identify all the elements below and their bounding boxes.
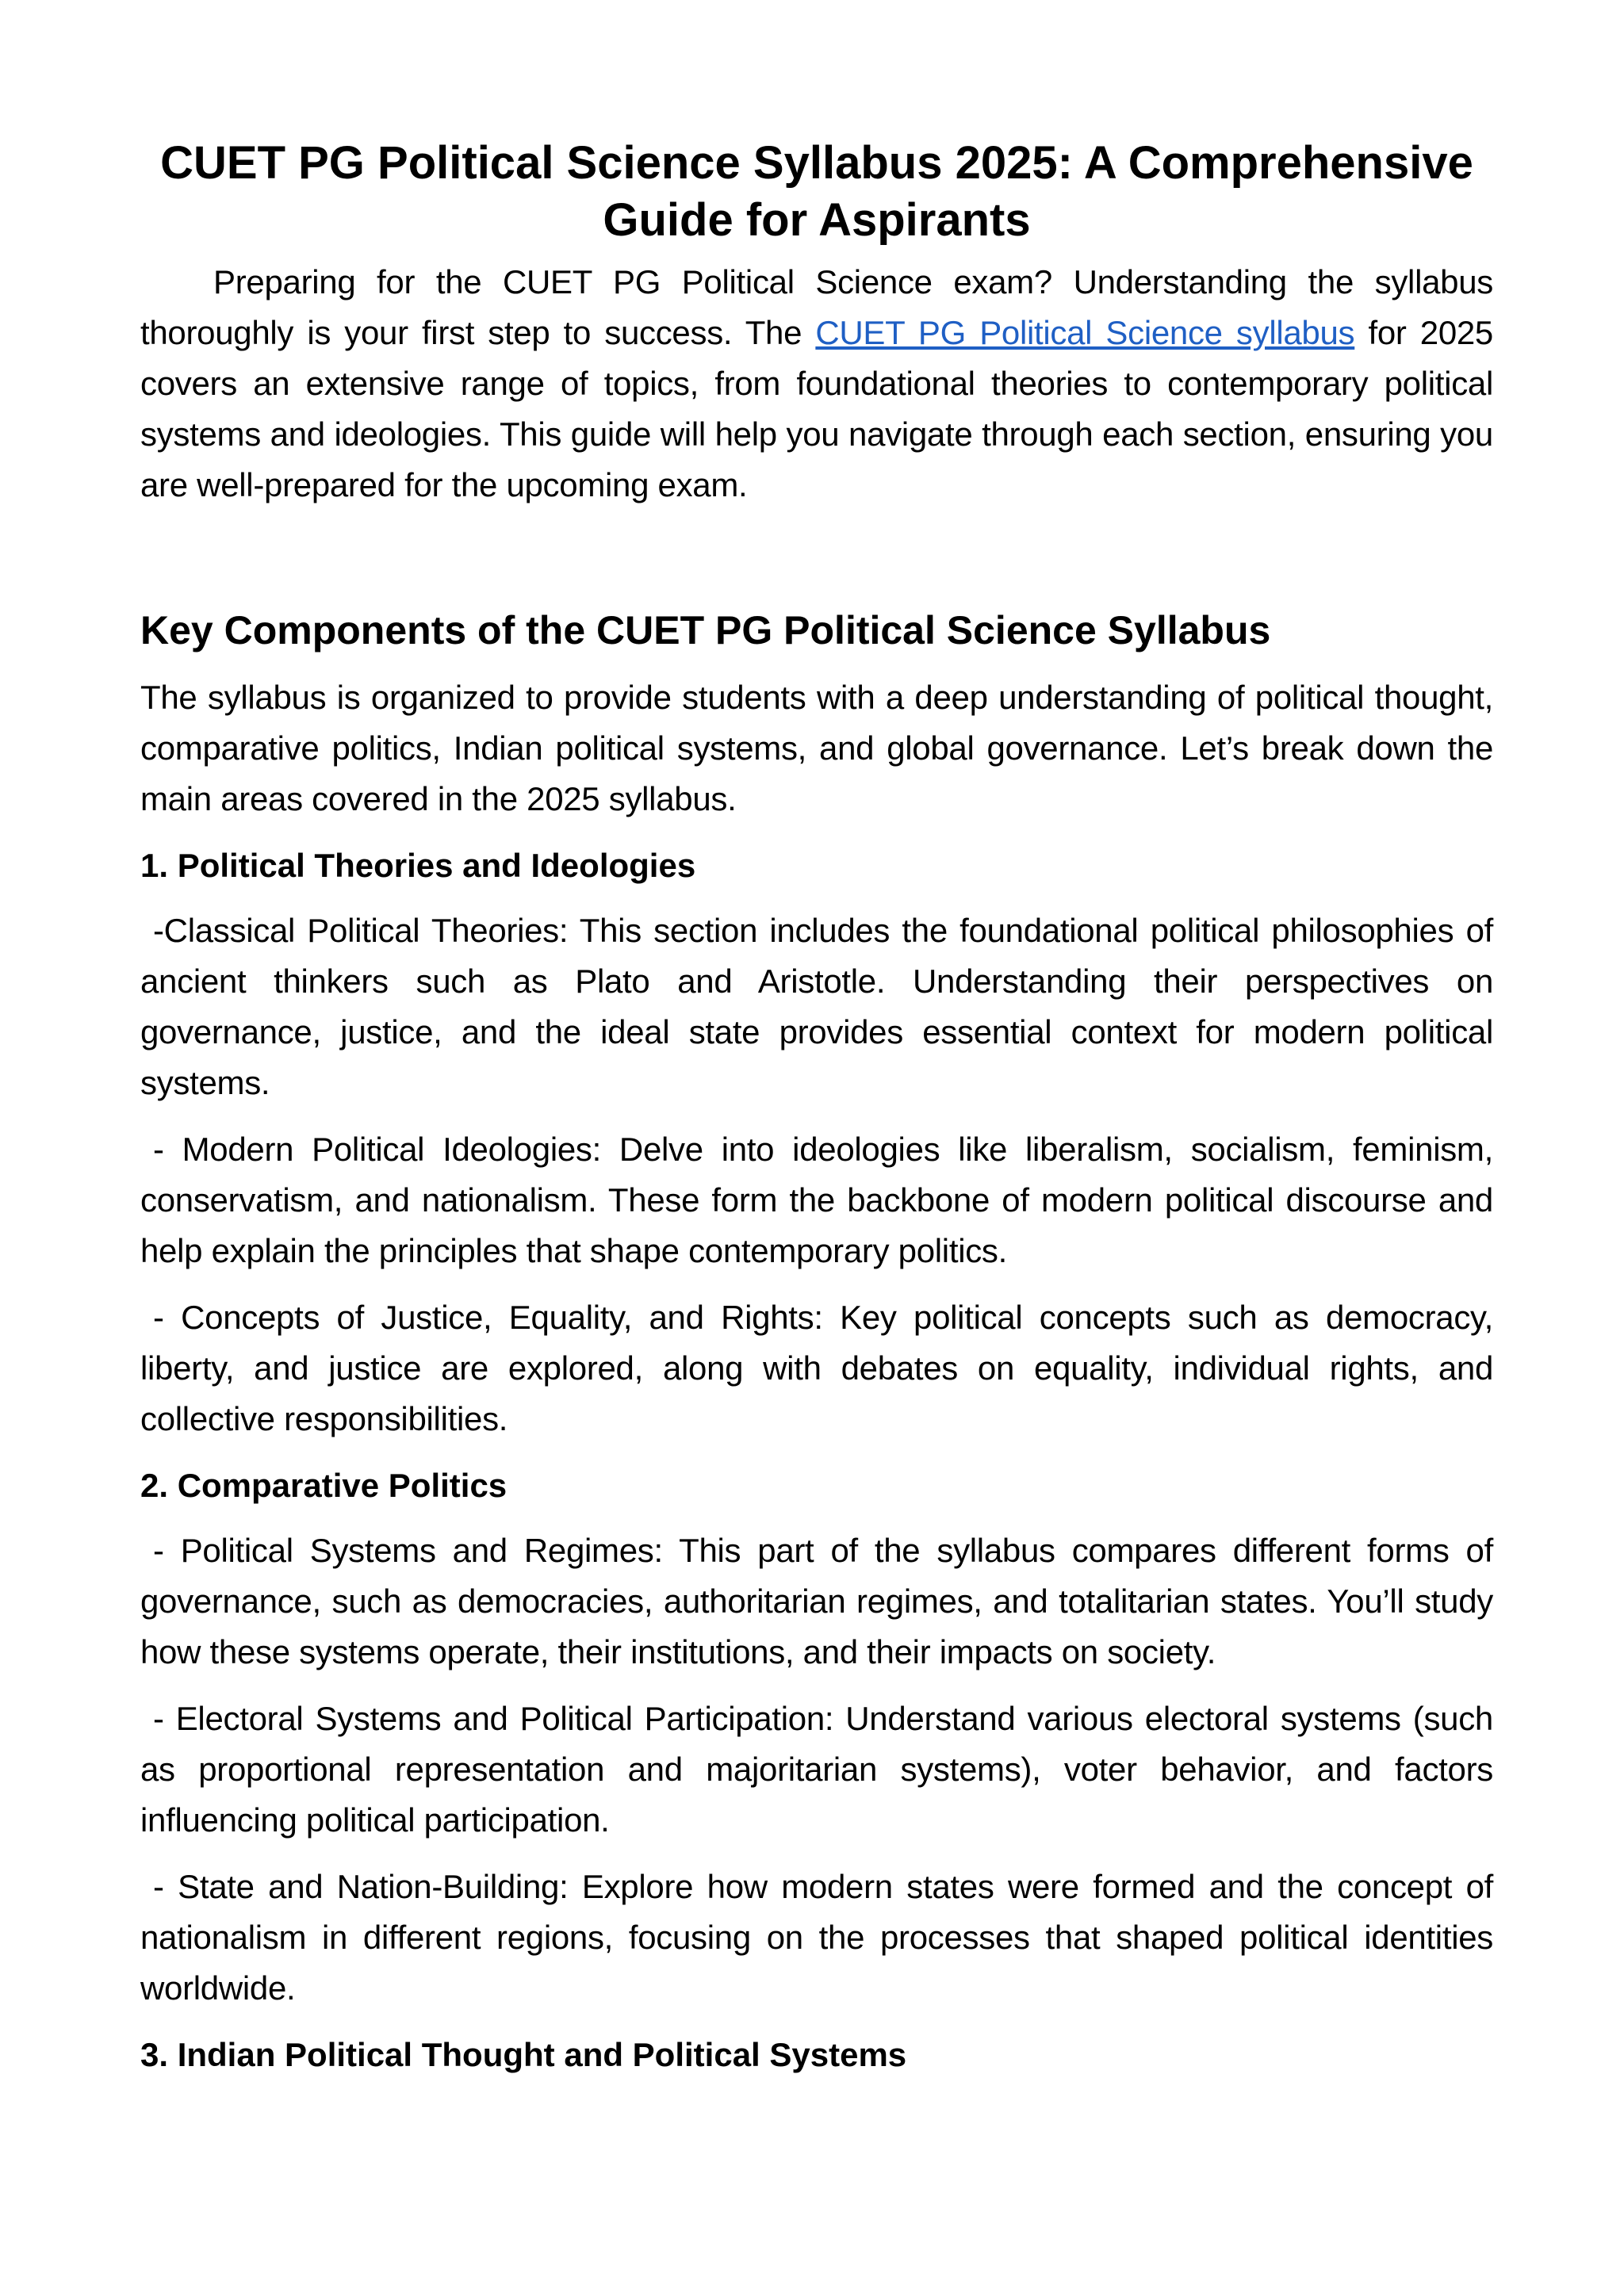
list-item: - Concepts of Justice, Equality, and Rights: Key political concepts such as democracy, liberty, and justice are explored, along with debates on equality, individual rights, and collective responsibilities.	[140, 1299, 1493, 1437]
document-title: CUET PG Political Science Syllabus 2025: A Comprehensive Guide for Aspirants	[160, 137, 1473, 246]
key-components-paragraph: The syllabus is organized to provide students with a deep understanding of political thought, comparative politics, Indian political systems, and global governance. Let’s break down the main areas covered in the 2025 syllabus.	[140, 679, 1493, 817]
list-item: - State and Nation-Building: Explore how modern states were formed and the concept of nationalism in different regions, focusing on the processes that shaped political identities worldwide.	[140, 1868, 1493, 2007]
list-item: - Political Systems and Regimes: This part of the syllabus compares different forms of governance, such as democracies, authoritarian regimes, and totalitarian states. You’ll study how these systems operate, their institutions, and their impacts on society.	[140, 1532, 1493, 1670]
intro-text-before-link: Preparing for the CUET PG Political Science exam? Understanding the syllabus thoroughly is your first step to success. The	[140, 263, 1493, 351]
section-heading-comparative-politics: 2. Comparative Politics	[140, 1467, 508, 1504]
syllabus-link[interactable]: CUET PG Political Science syllabus	[815, 314, 1355, 351]
section-heading-political-theories: 1. Political Theories and Ideologies	[140, 847, 696, 884]
section-heading-indian-political-thought: 3. Indian Political Thought and Political Systems	[140, 2036, 907, 2073]
list-item: -Classical Political Theories: This section includes the foundational political philosophies of ancient thinkers such as Plato and Aristotle. Understanding their perspectives on governance, justice, and the ideal state provides essential context for modern political systems.	[140, 912, 1493, 1101]
intro-paragraph	[140, 257, 1493, 511]
key-components-heading: Key Components of the CUET PG Political Science Syllabus	[140, 608, 1271, 652]
document-page	[140, 135, 1493, 2079]
intro-text-after-link: for 2025 covers an extensive range of topics, from foundational theories to contemporary political systems and ideologies. This guide will help you navigate through each section, ensuring you are well-prepared for the upcoming exam.	[140, 314, 1493, 503]
list-item: - Electoral Systems and Political Participation: Understand various electoral systems (such as proportional representation and majoritarian systems), voter behavior, and factors influencing political participation.	[140, 1700, 1493, 1839]
list-item: - Modern Political Ideologies: Delve into ideologies like liberalism, socialism, feminism, conservatism, and nationalism. These form the backbone of modern political discourse and help explain the principles that shape contemporary politics.	[140, 1131, 1493, 1269]
